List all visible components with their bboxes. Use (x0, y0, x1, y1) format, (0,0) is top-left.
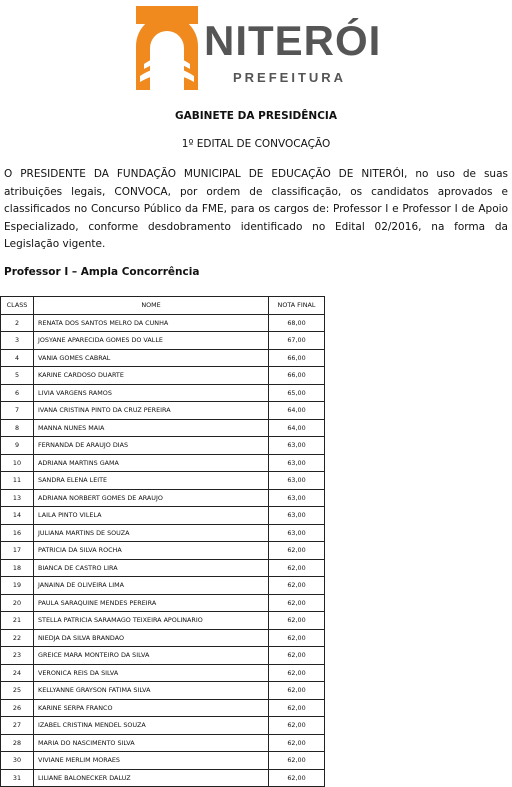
row-score: 63,00 (269, 507, 325, 525)
logo-subtitle: PREFEITURA (233, 70, 347, 85)
row-class: 8 (1, 419, 34, 437)
section-title: Professor I – Ampla Concorrência (4, 266, 200, 278)
table-header-row (1, 297, 325, 315)
table-row (1, 612, 325, 630)
row-class: 6 (1, 384, 34, 402)
row-score: 62,00 (269, 542, 325, 560)
row-class: 7 (1, 402, 34, 420)
row-class: 5 (1, 367, 34, 385)
row-class: 23 (1, 647, 34, 665)
row-class: 10 (1, 454, 34, 472)
table-row (1, 629, 325, 647)
row-name: GREICE MARA MONTEIRO DA SILVA (34, 647, 269, 665)
row-score: 63,00 (269, 524, 325, 542)
table-row (1, 472, 325, 490)
row-name: LIVIA VARGENS RAMOS (34, 384, 269, 402)
table-row (1, 454, 325, 472)
row-class: 20 (1, 594, 34, 612)
row-score: 64,00 (269, 419, 325, 437)
row-class: 30 (1, 752, 34, 770)
row-class: 14 (1, 507, 34, 525)
row-class: 18 (1, 559, 34, 577)
row-class: 13 (1, 489, 34, 507)
row-name: JULIANA MARTINS DE SOUZA (34, 524, 269, 542)
row-score: 62,00 (269, 699, 325, 717)
row-class: 31 (1, 769, 34, 787)
row-name: PAULA SARAQUINE MENDES PEREIRA (34, 594, 269, 612)
row-name: JOSYANE APARECIDA GOMES DO VALLE (34, 332, 269, 350)
table-row (1, 717, 325, 735)
row-name: LAILA PINTO VILELA (34, 507, 269, 525)
row-score: 62,00 (269, 594, 325, 612)
candidates-table (0, 296, 325, 787)
row-name: ADRIANA MARTINS GAMA (34, 454, 269, 472)
table-row (1, 594, 325, 612)
table-row (1, 682, 325, 700)
row-class: 4 (1, 349, 34, 367)
table-row (1, 734, 325, 752)
header-name: NOME (34, 297, 269, 315)
row-name: KELLYANNE GRAYSON FATIMA SILVA (34, 682, 269, 700)
office-heading: GABINETE DA PRESIDÊNCIA (175, 110, 337, 122)
row-score: 63,00 (269, 454, 325, 472)
row-score: 62,00 (269, 647, 325, 665)
table-row (1, 559, 325, 577)
row-name: IVANA CRISTINA PINTO DA CRUZ PEREIRA (34, 402, 269, 420)
row-name: VANIA GOMES CABRAL (34, 349, 269, 367)
table-row (1, 647, 325, 665)
table-row (1, 699, 325, 717)
row-name: NIEDJA DA SILVA BRANDAO (34, 629, 269, 647)
row-class: 16 (1, 524, 34, 542)
row-name: STELLA PATRICIA SARAMAGO TEIXEIRA APOLINARIO (34, 612, 269, 630)
row-class: 27 (1, 717, 34, 735)
row-score: 65,00 (269, 384, 325, 402)
logo-wordmark: NITERÓI (204, 17, 382, 64)
row-name: BIANCA DE CASTRO LIRA (34, 559, 269, 577)
row-score: 64,00 (269, 402, 325, 420)
row-name: VIVIANE MERLIM MORAES (34, 752, 269, 770)
table-row (1, 402, 325, 420)
row-name: MANNA NUNES MAIA (34, 419, 269, 437)
row-name: RENATA DOS SANTOS MELRO DA CUNHA (34, 314, 269, 332)
row-class: 21 (1, 612, 34, 630)
row-score: 62,00 (269, 559, 325, 577)
row-name: VERONICA REIS DA SILVA (34, 664, 269, 682)
table-row (1, 437, 325, 455)
niteroi-logo (134, 6, 382, 92)
row-score: 63,00 (269, 472, 325, 490)
row-name: JANAINA DE OLIVEIRA LIMA (34, 577, 269, 595)
row-score: 68,00 (269, 314, 325, 332)
row-score: 66,00 (269, 349, 325, 367)
table-row (1, 577, 325, 595)
table-row (1, 507, 325, 525)
row-class: 17 (1, 542, 34, 560)
row-score: 62,00 (269, 629, 325, 647)
row-name: KARINE CARDOSO DUARTE (34, 367, 269, 385)
table-row (1, 664, 325, 682)
table-row (1, 384, 325, 402)
row-score: 62,00 (269, 682, 325, 700)
row-class: 25 (1, 682, 34, 700)
row-score: 62,00 (269, 769, 325, 787)
row-name: LILIANE BALONECKER DALUZ (34, 769, 269, 787)
table-row (1, 349, 325, 367)
table-row (1, 524, 325, 542)
row-score: 62,00 (269, 664, 325, 682)
row-score: 62,00 (269, 734, 325, 752)
row-score: 66,00 (269, 367, 325, 385)
row-class: 28 (1, 734, 34, 752)
table-body (1, 314, 325, 787)
row-name: MARIA DO NASCIMENTO SILVA (34, 734, 269, 752)
table-row (1, 332, 325, 350)
row-name: ADRIANA NORBERT GOMES DE ARAUJO (34, 489, 269, 507)
row-name: PATRICIA DA SILVA ROCHA (34, 542, 269, 560)
row-name: FERNANDA DE ARAUJO DIAS (34, 437, 269, 455)
row-score: 63,00 (269, 437, 325, 455)
row-score: 67,00 (269, 332, 325, 350)
table-row (1, 489, 325, 507)
edital-heading: 1º EDITAL DE CONVOCAÇÃO (181, 138, 331, 150)
row-score: 63,00 (269, 489, 325, 507)
table-row (1, 367, 325, 385)
row-score: 62,00 (269, 717, 325, 735)
row-class: 24 (1, 664, 34, 682)
row-score: 62,00 (269, 612, 325, 630)
row-class: 9 (1, 437, 34, 455)
table-row (1, 752, 325, 770)
row-score: 62,00 (269, 752, 325, 770)
row-class: 19 (1, 577, 34, 595)
niteroi-arch-logo-icon (134, 6, 200, 92)
row-class: 2 (1, 314, 34, 332)
row-class: 26 (1, 699, 34, 717)
row-name: IZABEL CRISTINA MENDEL SOUZA (34, 717, 269, 735)
intro-paragraph: O PRESIDENTE DA FUNDAÇÃO MUNICIPAL DE EDUCAÇÃO DE NITERÓI, no uso de suas atribuições legais, CONVOCA, por ordem de classificação, os candidatos aprovados e classificados no Concurso Público da FME, para os cargos de: Professor I e Professor I de Apoio Especializado, conforme desdobramento identificado no Edital 02/2016, na forma da Legislação vigente. (4, 168, 508, 250)
row-class: 3 (1, 332, 34, 350)
header-class: CLASS (1, 297, 34, 315)
row-name: KARINE SERPA FRANCO (34, 699, 269, 717)
header-score: NOTA FINAL (269, 297, 325, 315)
row-class: 22 (1, 629, 34, 647)
table-row (1, 314, 325, 332)
row-class: 11 (1, 472, 34, 490)
table-row (1, 419, 325, 437)
row-score: 62,00 (269, 577, 325, 595)
table-row (1, 542, 325, 560)
row-name: SANDRA ELENA LEITE (34, 472, 269, 490)
